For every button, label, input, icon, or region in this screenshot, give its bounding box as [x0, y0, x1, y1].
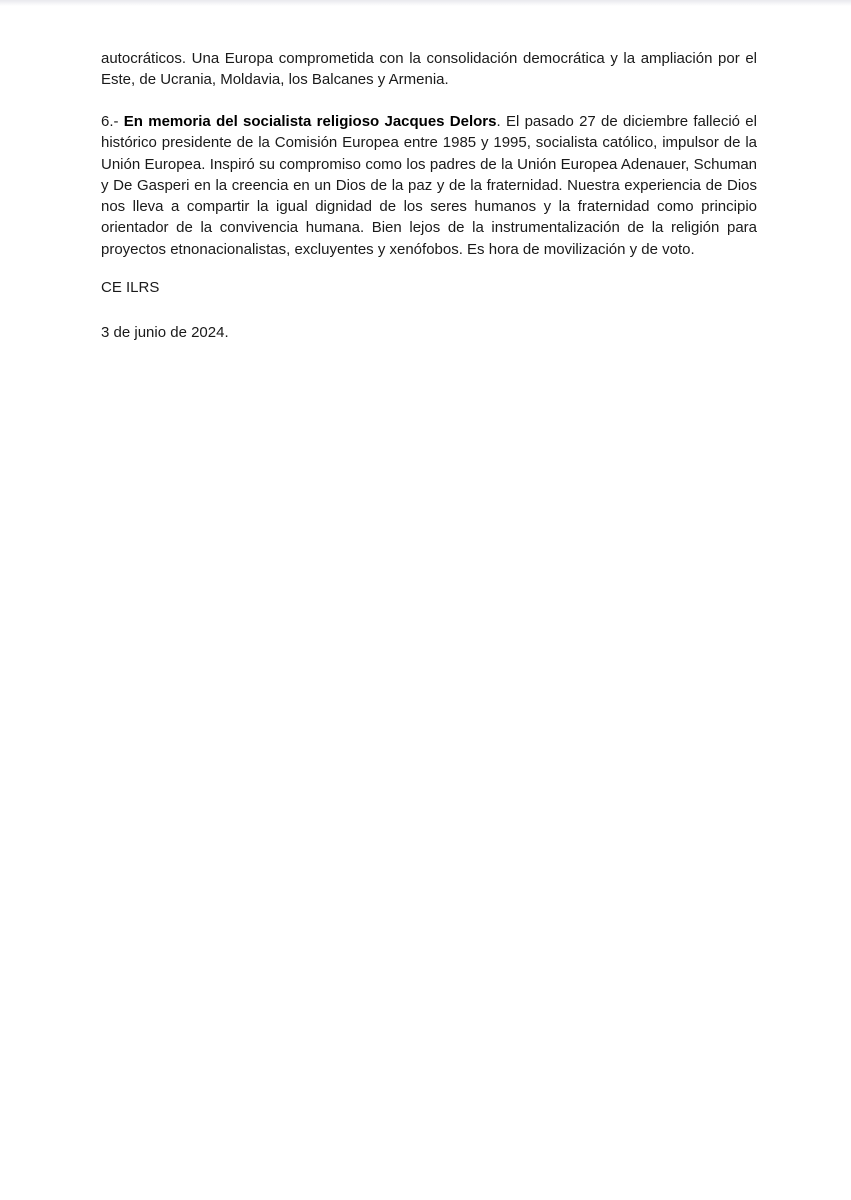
section-body: . El pasado 27 de diciembre falleció el histórico presidente de la Comisión Europea entre 1985 y 1995, socialista católico, impulsor de la Unión Europea. Inspiró su compromiso como los padres de la Unión Europea Adenauer, Schuman y De Gasperi en la creencia en un Dios de la paz y de la fraternidad. Nuestra experiencia de Dios nos lleva a compartir la igual dignidad de los seres humanos y la fraternidad como principio orientador de la convivencia humana. Bien lejos de la instrumentalización de la religión para proyectos etnonacionalistas, excluyentes y xenófobos. Es hora de movilización y de voto. — [101, 113, 757, 258]
page-top-edge — [0, 0, 851, 6]
section-heading: En memoria del socialista religioso Jacques Delors — [123, 113, 497, 130]
document-date: 3 de junio de 2024. — [101, 324, 229, 341]
signature: CE ILRS — [101, 279, 160, 296]
paragraph-continuation: autocráticos. Una Europa comprometida con la consolidación democrática y la ampliación por el Este, de Ucrania, Moldavia, los Balcanes y Armenia. — [101, 50, 757, 89]
paragraph-section-6 — [101, 111, 757, 260]
section-number: 6.- — [101, 113, 124, 130]
